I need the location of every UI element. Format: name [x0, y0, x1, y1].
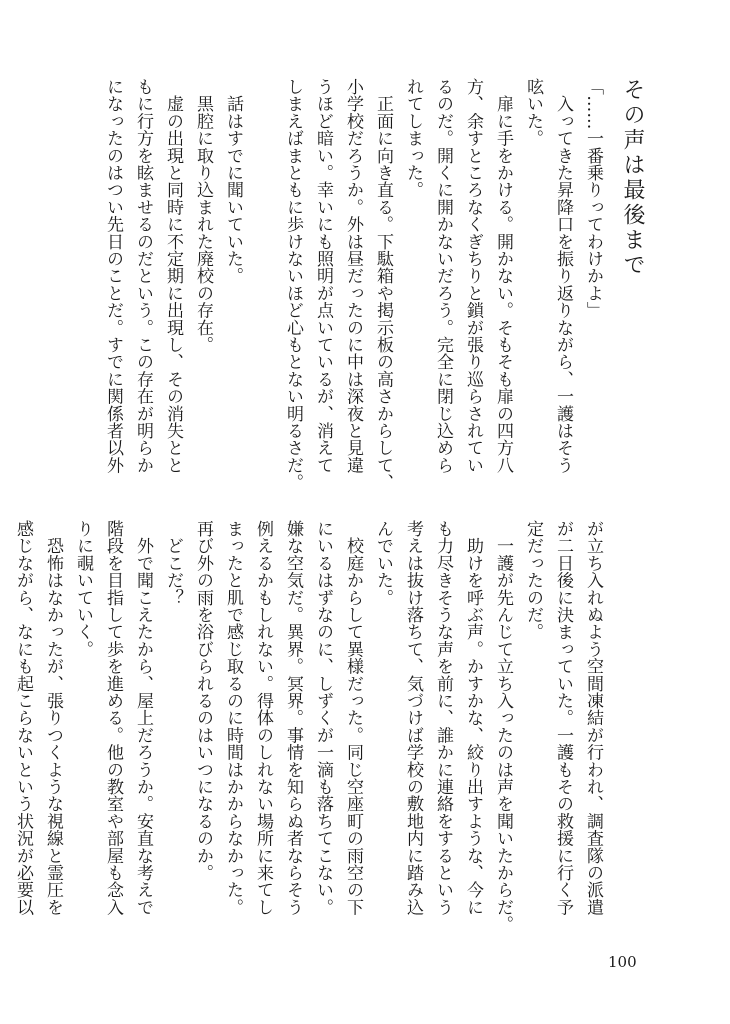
text-line: が二日後に決まっていた。一護もその救援に行く予 [553, 520, 573, 916]
text-line: うほど暗い。幸いにも照明が点いているが、消えて [313, 78, 333, 474]
page-number: 100 [608, 953, 637, 971]
text-line: が立ち入れぬよう空間凍結が行われ、調査隊の派遣 [583, 520, 603, 916]
text-line: りに覗いていく。 [73, 520, 93, 658]
text-line: もに行方を眩ませるのだという。この存在が明らか [133, 78, 153, 474]
text-line: 感じながら、なにも起こらないという状況が必要以 [13, 520, 33, 916]
chapter-title: その声は最後まで [620, 78, 645, 278]
text-line: 扉に手をかける。開かない。そもそも扉の四方八 [493, 78, 513, 474]
text-line: 方、余すところなくぎちりと鎖が張り巡らされてい [463, 78, 483, 474]
text-line: 定だったのだ。 [523, 520, 543, 641]
text-line: んでいた。 [373, 520, 393, 606]
text-line: るのだ。開くに開かないだろう。完全に閉じ込めら [433, 78, 453, 474]
text-line: 嫌な空気だ。異界。冥界。事情を知らぬ者ならそう [283, 520, 303, 916]
text-line: 例えるかもしれない。得体のしれない場所に来てし [253, 520, 273, 916]
text-line: 黒腔に取り込まれた廃校の存在。 [193, 78, 213, 354]
text-line: れてしまった。 [403, 78, 423, 199]
text-line: 小学校だろうか。外は昼だったのに中は深夜と見違 [343, 78, 363, 474]
text-line: 恐怖はなかったが、張りつくような視線と霊圧を [43, 520, 63, 916]
text-line: 「……一番乗りってわけかよ」 [583, 78, 603, 319]
text-line: 話はすでに聞いていた。 [223, 78, 243, 285]
text-line: 呟いた。 [523, 78, 543, 147]
text-line: 校庭からして異様だった。同じ空座町の雨空の下 [343, 520, 363, 916]
text-line: も力尽きそうな声を前に、誰かに連絡をするという [433, 520, 453, 916]
text-line: になったのはつい先日のことだ。すでに関係者以外 [103, 78, 123, 474]
text-line: 一護が先んじて立ち入ったのは声を聞いたからだ。 [493, 520, 513, 933]
text-line: しまえばまともに歩けないほど心もとない明るさだ。 [283, 78, 303, 491]
blank-line [248, 78, 278, 488]
text-line: 虚の出現と同時に不定期に出現し、その消失とと [163, 78, 183, 474]
text-line: 考えは抜け落ちて、気づけば学校の敷地内に踏み込 [403, 520, 423, 916]
text-line: 入ってきた昇降口を振り返りながら、一護はそう [553, 78, 573, 474]
text-line: にいるはずなのに、しずくが一滴も落ちてこない。 [313, 520, 333, 916]
text-line: 再び外の雨を浴びられるのはいつになるのか。 [193, 520, 213, 882]
upper-text-block [103, 78, 608, 491]
text-line: まったと肌で感じ取るのに時間はかからなかった。 [223, 520, 243, 916]
text-line: 階段を目指して歩を進める。他の教室や部屋も念入 [103, 520, 123, 916]
text-line: 外で聞こえたから、屋上だろうか。安直な考えで [133, 520, 153, 916]
text-line: 正面に向き直る。下駄箱や掲示板の高さからして、 [373, 78, 393, 491]
lower-text-block [13, 520, 608, 933]
text-line: どこだ？ [163, 520, 183, 606]
text-line: 助けを呼ぶ声。かすかな、絞り出すような、今に [463, 520, 483, 916]
